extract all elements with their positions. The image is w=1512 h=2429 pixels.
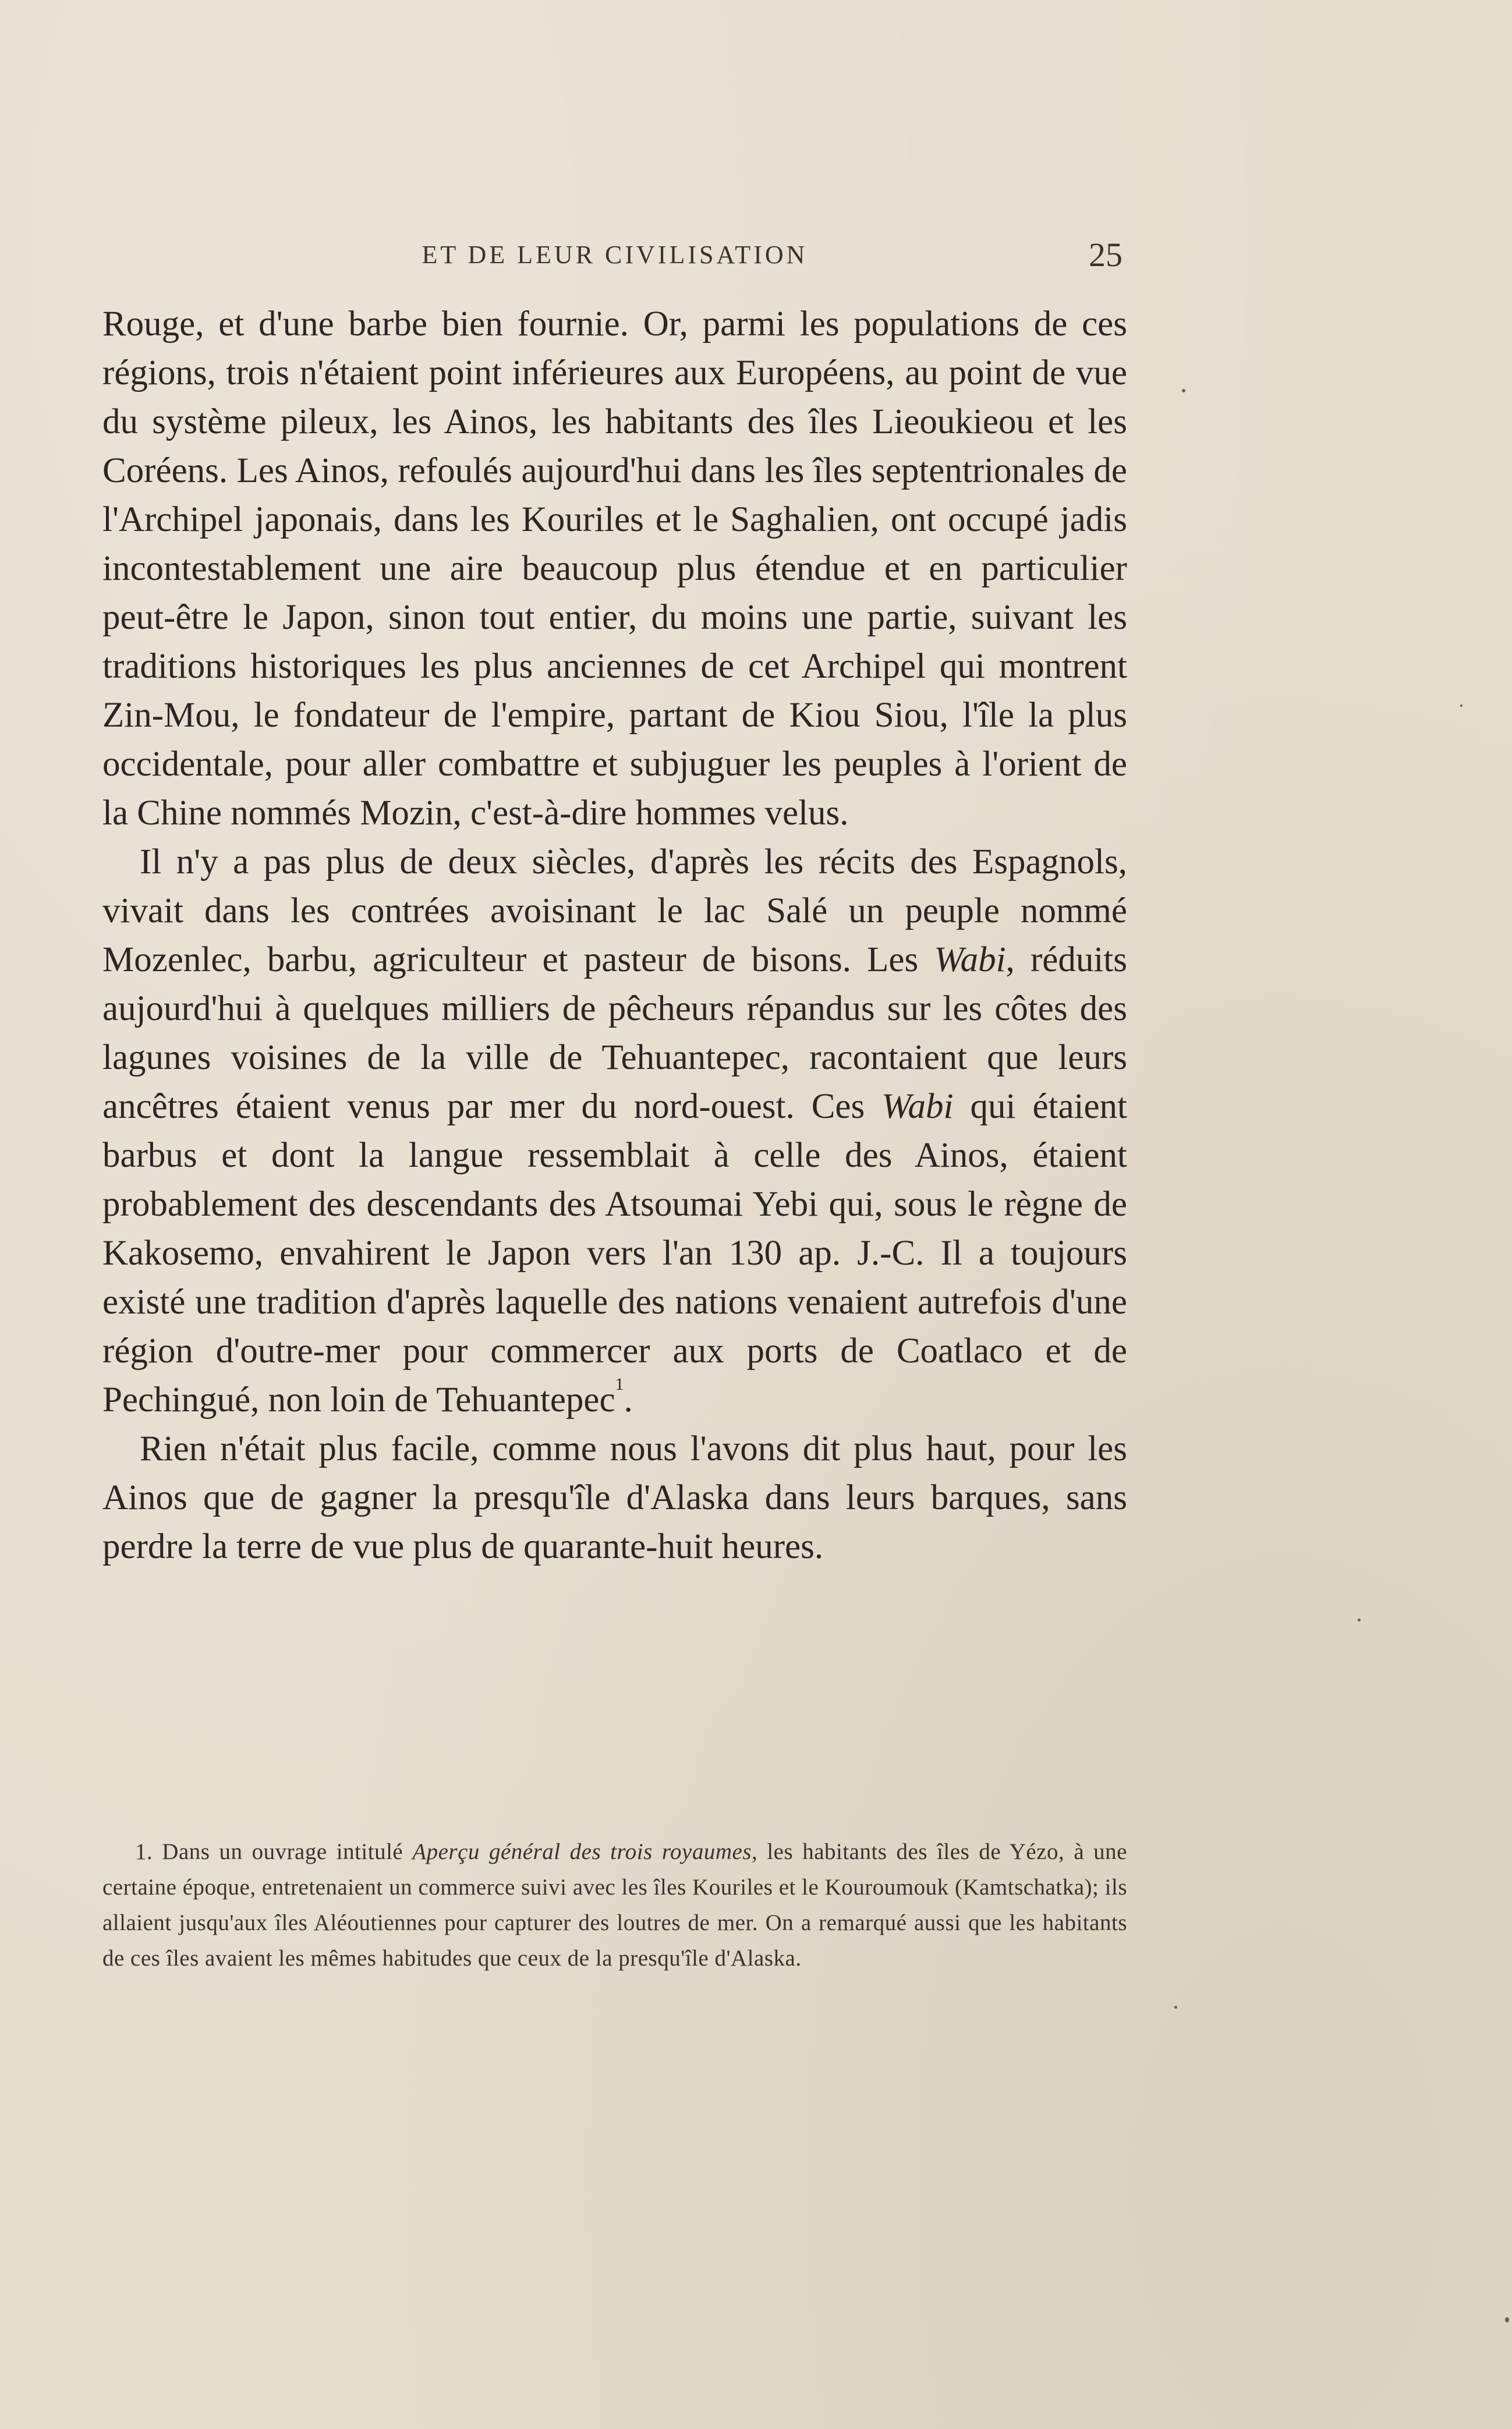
paper-speck [1174, 2006, 1177, 2009]
paragraph-2-text-d: . [624, 1380, 633, 1419]
footnote-italic-title: Aperçu général des trois royaumes [412, 1839, 752, 1864]
footnote-1 [102, 1834, 1127, 1976]
paragraph-3-text: Rien n'était plus facile, comme nous l'avons dit plus haut, pour les Ainos que de gagner la presqu'île d'Alaska dans leurs barques, sans perdre la terre de vue plus de quarante-huit heures. [102, 1429, 1127, 1566]
body-text [102, 300, 1127, 1571]
paragraph-1-text: Rouge, et d'une barbe bien fournie. Or, parmi les populations de ces régions, trois n'étaient point inférieures aux Européens, au point de vue du système pileux, les Ainos, les habitants des îles Lieoukieou et les Coréens. Les Ainos, refoulés aujourd'hui dans les îles septentrionales de l'Archipel japonais, dans les Kouriles et le Saghalien, ont occupé jadis incontestablement une aire beaucoup plus étendue et en particulier peut-être le Japon, sinon tout entier, du moins une partie, suivant les traditions historiques les plus anciennes de cet Archipel qui montrent Zin-Mou, le fondateur de l'empire, partant de Kiou Siou, l'île la plus occidentale, pour aller combattre et subjuguer les peuples à l'orient de la Chine nommés Mozin, c'est-à-dire hommes velus. [102, 304, 1127, 833]
footnotes [102, 1834, 1127, 1976]
paragraph-2-text-a: Il n'y a pas plus de deux siècles, d'après les récits des Espagnols, vivait dans les contrées avoisinant le lac Salé un peuple nommé Mozenlec, barbu, agriculteur et pasteur de bisons. Les [102, 842, 1127, 979]
paragraph-1 [102, 300, 1127, 838]
footnote-text-b: , les habitants des îles de Yézo, à une certaine époque, entretenaient un commerce suivi avec les îles Kouriles et le Kouroumouk (Kamtschatka); ils allaient jusqu'aux îles Aléoutiennes pour capturer des loutres de mer. On a remarqué aussi que les habitants de ces îles avaient les mêmes habitudes que ceux de la presqu'île d'Alaska. [102, 1839, 1127, 1971]
running-title: ET DE LEUR CIVILISATION [422, 240, 808, 269]
paper-speck [1505, 2317, 1509, 2322]
footnote-reference[interactable]: 1 [615, 1375, 624, 1394]
paragraph-2-text-c: qui étaient barbus et dont la langue ressemblait à celle des Ainos, étaient probablement des descendants des Atsoumai Yebi qui, sous le règne de Kakosemo, envahirent le Japon vers l'an 130 ap. J.-C. Il a toujours existé une tradition d'après laquelle des nations venaient autrefois d'une région d'outre-mer pour commercer aux ports de Coatlaco et de Pechingué, non loin de Tehuantepec [102, 1087, 1128, 1419]
italic-wabi: Wabi [934, 940, 1006, 979]
paragraph-3 [102, 1425, 1127, 1571]
paragraph-2 [102, 838, 1127, 1425]
footnote-text-a: Dans un ouvrage intitulé [153, 1839, 413, 1864]
paper-speck [1182, 389, 1185, 392]
paragraph-2-text-b: , réduits aujourd'hui à quelques milliers de pêcheurs répandus sur les côtes des lagunes voisines de la ville de Tehuantepec, racontaient que leurs ancêtres étaient venus par mer du nord-ouest. Ces [102, 940, 1127, 1126]
footnote-number: 1. [135, 1839, 153, 1864]
running-head [102, 236, 1127, 281]
italic-wabi: Wabi [881, 1087, 954, 1126]
paper-speck [1460, 704, 1463, 707]
page-number: 25 [1089, 236, 1123, 274]
paper-speck [1358, 1619, 1361, 1621]
